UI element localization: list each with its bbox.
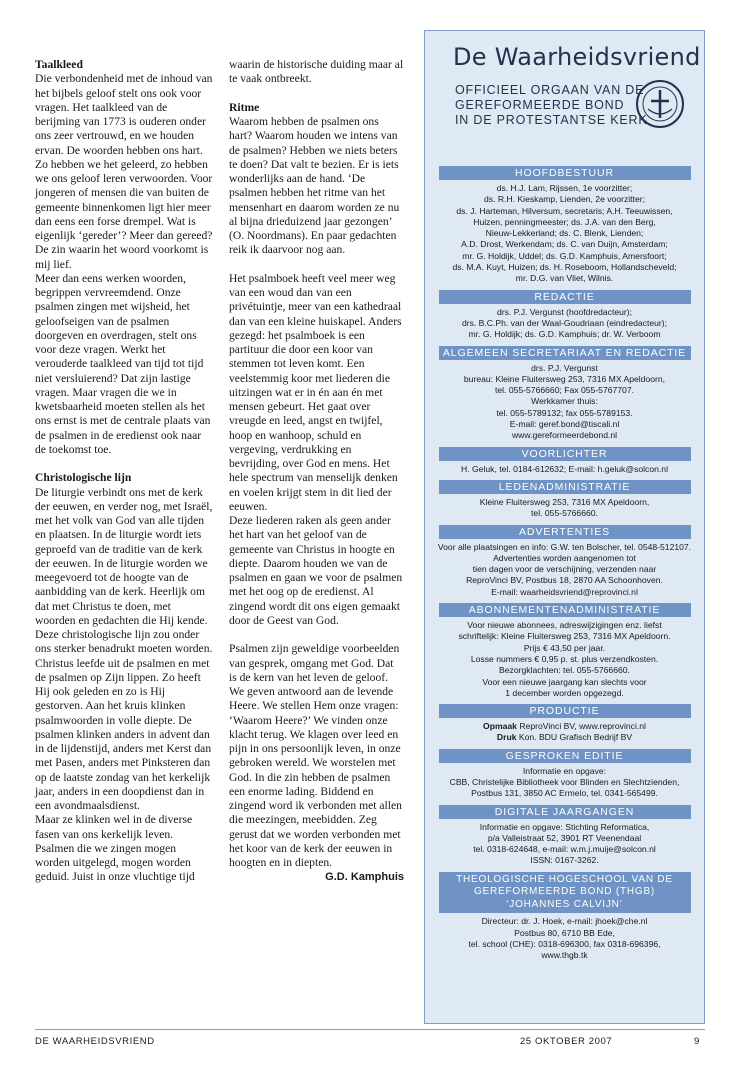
paragraph: De liturgie verbindt ons met de kerk der eeuwen, en verder nog, met Israël, met het volk van God van alle tijden en plaatsen. In de liturgie wordt iets geproefd van de traditie van de kerk der eeuwen. In de liturgie worden we meegevoerd tot de hoogte van de aanbidding van de kerk. Heerlijk om dat met Christus te doen, met woorden en gedachten die Hij kende. [35, 485, 213, 627]
colophon-section-head: DIGITALE JAARGANGEN [439, 805, 691, 819]
colophon-line: Advertenties worden aangenomen tot [493, 552, 636, 563]
colophon-line: Kleine Fluitersweg 253, 7316 MX Apeldoorn, [479, 496, 650, 507]
colophon-line: Losse nummers € 0,95 p. st. plus verzendkosten. [470, 653, 659, 664]
colophon-section-head: VOORLICHTER [439, 447, 691, 461]
masthead-subtitle [455, 83, 655, 128]
colophon-line: schriftelijk: Kleine Fluitersweg 253, 7316 MX Apeldoorn. [458, 631, 671, 642]
thgb-head-line: ‘JOHANNES CALVIJN’ [506, 898, 623, 910]
colophon-line: bureau: Kleine Fluitersweg 253, 7316 MX Apeldoorn, [463, 373, 666, 384]
masthead-title: De Waarheidsvriend [453, 43, 701, 71]
colophon-section [425, 805, 704, 872]
paragraph: Deze christologische lijn zou onder ons sterker benadrukt moeten worden. Christus leefde uit de psalmen en met de psalmen op Zijn lippen. Zo heeft Hij ook geleden en zo is Hij gestorven. Aan het kruis klinken psalmwoorden in volle diepte. De psalmen klinken anders in advent dan in de lijdenstijd, anders met Kerst dan met Pasen, anders met Pinksteren dan op de laatste zondag van het kerkelijk jaar, anders in een doopdienst dan in een avondmaalsdienst. [35, 628, 213, 812]
colophon-line-text: Kon. BDU Grafisch Bedrijf BV [516, 732, 633, 743]
colophon-section-head: ALGEMEEN SECRETARIAAT EN REDACTIE [439, 346, 691, 360]
section-heading: Taalkleed [35, 58, 83, 71]
paragraph: Deze liederen raken als geen ander het hart van het geloof van de gemeente van Christus in hoogte en diepte. Daarom houden we van de psalmen en gaan we voor de psalmen met het oog op de eredienst. Al zingend wordt dit ons eigen gemaakt door de Geest van God. [229, 514, 403, 627]
colophon-section-head: GESPROKEN EDITIE [439, 749, 691, 763]
colophon-section-body [431, 307, 698, 341]
footer-publication: DE WAARHEIDSVRIEND [35, 1036, 155, 1047]
colophon-line [431, 721, 698, 732]
thgb-section-head [439, 872, 691, 914]
colophon-section-body [431, 183, 698, 285]
colophon-section-body [431, 822, 698, 867]
colophon-line-label: Opmaak [483, 721, 517, 732]
seal-logo-icon [635, 79, 685, 129]
colophon-line: mr. G. Holdijk; ds. G.D. Kamphuis; dr. W. Verboom [468, 329, 661, 340]
colophon-section-body [431, 464, 698, 475]
article-column-left [35, 58, 213, 885]
colophon-line: mr. G. Holdijk, Uddel; ds. G.D. Kamphuis, Amersfoort; [462, 250, 667, 261]
colophon-line: E-mail: geref.bond@tiscali.nl [509, 419, 620, 430]
thgb-head-line: GEREFORMEERDE BOND (THGB) [473, 886, 656, 898]
thgb-line: tel. school (CHE): 0318-696300, fax 0318-696396, [468, 938, 661, 949]
paragraph: Psalmen zijn geweldige voorbeelden van gesprek, omgang met God. Dat is de kern van het leven de geloof. We geven antwoord aan de levende Heere. We stellen Hem onze vragen: ‘Waarom Heere?’ We vinden onze klacht terug. We klagen over leed en pijn in ons persoonlijk leven, in onze gebroken wereld. We worstelen met God. In die zin hebben de psalmen een enorme lading. Biddend en zingend word ik verbonden met allen die meezingen, meebidden. Zeg gerust dat we worden verbonden met het koor van de kerk der eeuwen in hoogten en in diepten. [229, 642, 402, 869]
paragraph-gap [229, 258, 404, 272]
colophon-line: tel. 055-5766660. [531, 508, 598, 519]
colophon-section-body [431, 766, 698, 800]
paragraph: waarin de historische duiding maar al te vaak ontbreekt. [229, 58, 404, 86]
colophon-line [431, 732, 698, 743]
thgb-section-body [431, 916, 698, 961]
colophon-line: drs. P.J. Vergunst [531, 362, 598, 373]
paragraph: Maar ze klinken wel in de diverse fasen van ons kerkelijk leven. Psalmen die we zingen mogen worden uitgelegd, mogen worden geduid. Juist in onze vluchtige tijd [35, 813, 195, 884]
colophon-section-body [431, 497, 698, 520]
colophon-line: Voor een nieuwe jaargang kan slechts voor [482, 676, 647, 687]
colophon-line: H. Geluk, tel. 0184-612632; E-mail: h.geluk@solcon.nl [461, 463, 668, 474]
colophon-line: ds. H.J. Lam, Rijssen, 1e voorzitter; [496, 183, 633, 193]
colophon-section-head: PRODUCTIE [439, 704, 691, 718]
section-heading: Christologische lijn [35, 471, 132, 485]
colophon-line-label: Druk [496, 732, 517, 743]
colophon-section [425, 346, 704, 447]
thgb-line: www.thgb.tk [541, 950, 588, 961]
colophon-line: ISSN: 0167-3262. [530, 855, 599, 866]
colophon-line: tel. 055-5766660; Fax 055-5767707. [494, 385, 635, 396]
colophon-line: tel. 0318-624648, e-mail: w.m.j.muije@solcon.nl [473, 844, 656, 855]
paragraph: Waarom hebben de psalmen ons hart? Waarom houden we intens van de psalmen? Hebben we niets beters te doen? Dat valt te bezien. Er is iets wonderlijks aan de hand. ‘De psalmen hebben het ritme van het mensenhart en daarom worden ze nu al bijna drieduizend jaar gezongen’ (O. Noordmans). En paar gedachten reik ik daarvoor nog aan. [229, 115, 400, 257]
paragraph: Het psalmboek heeft veel meer weg van een woud dan van een privétuintje, meer van een kathedraal dan van een kleine huiskapel. Anders gezegd: het psalmboek is een partituur die door een koor van stemmen tot leven komt. Een veelstemmig koor met liederen die uitzingen wat er in én aan én met mensen gebeurt. Het gaat over vreugde en leed, angst en twijfel, hoop en wanhoop, schuld en vergeving, verdrukking en bevrijding, over God en mens. Het hele spectrum van menselijk denken en voelen krijgt stem in dit lied der eeuwen. [229, 271, 402, 513]
colophon-section [425, 480, 704, 525]
colophon-line: p/a Valleistraat 52, 3901 RT Veenendaal [487, 832, 642, 843]
colophon-section [425, 525, 704, 603]
masthead-subtitle-line: GEREFORMEERDE BOND [455, 98, 625, 112]
article-column-middle [229, 58, 404, 885]
paragraph-gap [35, 457, 213, 471]
colophon-line: Nieuw-Lekkerland; ds. C. Blenk, Lienden; [485, 228, 644, 239]
colophon-sections [425, 166, 704, 872]
paragraph-gap [229, 628, 404, 642]
colophon-section-body [431, 620, 698, 699]
colophon-line: ds. R.H. Kieskamp, Lienden, 2e voorzitter; [484, 194, 645, 205]
masthead-subtitle-line: OFFICIEEL ORGAAN VAN DE [455, 83, 645, 97]
colophon-line: Prijs € 43,50 per jaar. [523, 642, 606, 653]
colophon-section-body [431, 721, 698, 744]
paragraph-gap [229, 87, 404, 101]
colophon-line: tien dagen voor de verschijning, verzenden naar [472, 564, 657, 575]
colophon-section-head: ADVERTENTIES [439, 525, 691, 539]
paragraph: Meer dan eens werken woorden, begrippen vervreemdend. Onze psalmen zingen met wijsheid, het geloofseigen van de psalmen doorgeven en overdragen, stelt ons voor deze vragen. Werkt het verouderde taalkleed van tijd tot tijd niet versluierend? Dat zijn lastige vragen. Maar vragen die we in kwetsbaarheid moeten stellen als het ons ernst is met de centrale plaats van de psalmen in de eredienst ook naar de toekomst toe. [35, 271, 211, 456]
colophon-section [425, 290, 704, 346]
colophon-line: www.gereformeerdebond.nl [511, 430, 618, 441]
thgb-section [425, 872, 704, 962]
masthead [425, 31, 704, 166]
colophon-line: Informatie en opgave: [522, 765, 607, 776]
footer-date: 25 OKTOBER 2007 [520, 1036, 613, 1047]
colophon-line: E-mail: waarheidsvriend@reprovinci.nl [491, 586, 638, 597]
colophon-section-head: LEDENADMINISTRATIE [439, 480, 691, 494]
author-signature: G.D. Kamphuis [325, 871, 404, 884]
colophon-line: drs. P.J. Vergunst (hoofdredacteur); [496, 306, 633, 317]
colophon-section [425, 749, 704, 805]
colophon-section [425, 166, 704, 290]
colophon-line: 1 december worden opgezegd. [505, 687, 624, 698]
colophon-section-body [431, 542, 698, 598]
colophon-line: Postbus 131, 3850 AC Ermelo, tel. 0341-565499. [471, 788, 658, 799]
footer-rule [35, 1029, 705, 1030]
colophon-line: ReproVinci BV, Postbus 18, 2870 AA Schoonhoven. [466, 575, 663, 586]
colophon-line: ds. J. Harteman, Hilversum, secretaris; A.H. Teeuwissen, [456, 205, 673, 216]
colophon-line: tel. 055-5789132; fax 055-5789153. [496, 407, 633, 418]
colophon-line: Werkkamer thuis: [531, 396, 598, 407]
colophon-line: ds. M.A. Kuyt, Huizen; ds. H. Roseboom, Hollandscheveld; [452, 262, 677, 273]
footer-page-number: 9 [694, 1036, 700, 1047]
paragraph: Die verbondenheid met de inhoud van het bijbels geloof stelt ons ook voor vragen. Het taalkleed van de berijming van 1773 is ouderen onder ons zeer vertrouwd, en we houden ervan. De woorden hebben ons hart. Zo hebben we het geleerd, zo hebben we ons geloof leren verwoorden. Voor jongeren of mensen die van buiten de gemeente binnenkomen ligt hier meer dan eens een forse drempel. Wat is eigenlijk ‘gereder’? Meer dan gereed? De zin waarin het woord voorkomt is mij lief. [35, 72, 213, 271]
colophon-line: Huizen, penningmeester; ds. J.A. van den Berg, [473, 216, 656, 227]
colophon-section-head: ABONNEMENTENADMINISTRATIE [439, 603, 691, 617]
colophon-section [425, 447, 704, 480]
colophon-section [425, 603, 704, 704]
thgb-line: Postbus 80, 6710 BB Ede, [514, 927, 615, 938]
section-heading: Ritme [229, 100, 260, 114]
colophon-line: Voor nieuwe abonnees, adreswijzigingen enz. liefst [467, 620, 662, 631]
colophon-line: Informatie en opgave: Stichting Reformatica, [479, 821, 650, 832]
masthead-subtitle-line: IN DE PROTESTANTSE KERK [455, 113, 648, 127]
colophon-section-body [431, 363, 698, 442]
colophon-line: Voor alle plaatsingen en info: G.W. ten Bolscher, tel. 0548-512107. [437, 541, 692, 552]
colophon-line: mr. D.G. van Vliet, Wilnis. [515, 273, 614, 284]
colophon-line: CBB, Christelijke Bibliotheek voor Blinden en Slechtzienden, [449, 776, 680, 787]
thgb-head-line: THEOLOGISCHE HOGESCHOOL VAN DE [456, 873, 673, 885]
colophon-section [425, 704, 704, 749]
colophon-section-head: HOOFDBESTUUR [439, 166, 691, 180]
colophon-line: Bezorgklachten: tel. 055-5766660. [499, 665, 630, 676]
colophon-section-head: REDACTIE [439, 290, 691, 304]
thgb-line: Directeur: dr. J. Hoek, e-mail: jhoek@che.nl [481, 916, 648, 927]
colophon-line: A.D. Drost, Werkendam; ds. C. van Duijn, Amsterdam; [461, 239, 668, 250]
colophon-line: drs. B.C.Ph. van der Waal-Goudriaan (eindredacteur); [461, 317, 668, 328]
colophon-sidebar [424, 30, 705, 1024]
colophon-line-text: ReproVinci BV, www.reprovinci.nl [516, 721, 646, 732]
